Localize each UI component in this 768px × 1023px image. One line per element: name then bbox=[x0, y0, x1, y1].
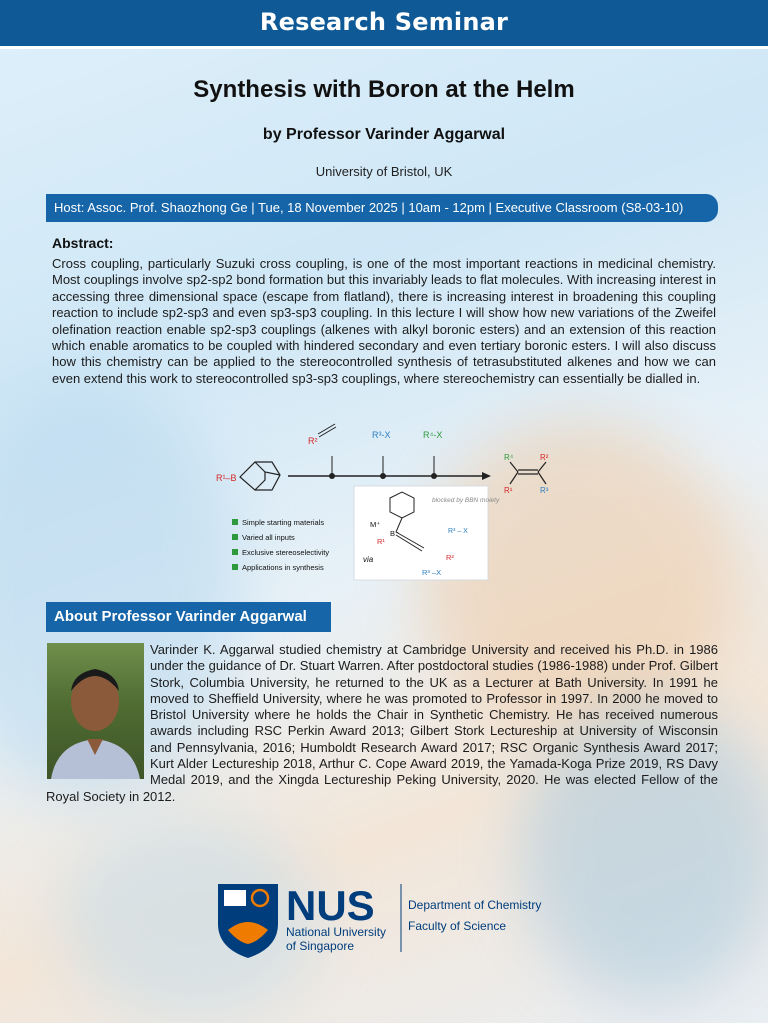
reaction-scheme bbox=[210, 420, 570, 585]
reagent-r3x: R³-X bbox=[372, 430, 391, 440]
about-heading: About Professor Varinder Aggarwal bbox=[46, 602, 331, 632]
reaction-arrowhead bbox=[482, 472, 491, 480]
product-r2: R² bbox=[540, 453, 549, 462]
inset-blocked-note: blocked by BBN moiety bbox=[432, 497, 500, 504]
via-label: via bbox=[363, 555, 374, 564]
nus-wordmark: NUS bbox=[286, 882, 375, 929]
bbn-structure bbox=[240, 462, 280, 490]
inset-r3x-top: R³ – X bbox=[448, 528, 468, 535]
product-r3: R³ bbox=[540, 486, 549, 495]
step-dot-3 bbox=[431, 473, 437, 479]
product-r1: R¹ bbox=[504, 486, 513, 495]
step-dot-1 bbox=[329, 473, 335, 479]
department-name: Department of Chemistry bbox=[408, 898, 542, 912]
reagent-r4x: R⁴-X bbox=[423, 430, 443, 440]
nus-name-line2: of Singapore bbox=[286, 939, 355, 953]
faculty-name: Faculty of Science bbox=[408, 919, 507, 933]
product-alkene bbox=[510, 462, 546, 484]
about-bio: Varinder K. Aggarwal studied chemistry at Cambridge University and received his Ph.D. in 1986 under the guidance of Dr. Stuart Warren. After postdoctoral studies (1986-1988) under Prof. Gilbert Stork, Columbia University, he returned to the UK as a Lecturer at Bath University. In 1991 he moved to Sheffield University, where he was promoted to Professor in 1997. In 2000 he moved to Bristol University where he holds the Chair in Synthetic Chemistry. He has received numerous awards including RSC Perkin Award 2013; Gilbert Stork Lectureship at University of Wisconsin and Pennsylvania, 2016; Humboldt Research Award 2017; RSC Organic Synthesis Award 2017; Kurt Alder Lectureship 2018, Arthur C. Cope Award 2019, the Yamada-Koga Prize 2019, RS Davy Medal 2019, and the Xingda Lectureship Peking University, 2020. He was elected Fellow of the Royal Society in 2012. bbox=[46, 642, 718, 804]
nus-logo bbox=[216, 880, 556, 960]
step-dot-2 bbox=[380, 473, 386, 479]
bullet-2: Varied all inputs bbox=[242, 533, 295, 542]
abstract-heading: Abstract: bbox=[52, 235, 114, 251]
inset-cation: M⁺ bbox=[370, 520, 381, 529]
seminar-title: Synthesis with Boron at the Helm bbox=[193, 76, 575, 103]
bullet-1: Simple starting materials bbox=[242, 518, 325, 527]
bullet-4: Applications in synthesis bbox=[242, 563, 324, 572]
page-banner: Research Seminar bbox=[0, 0, 768, 49]
inset-r2: R² bbox=[446, 553, 454, 562]
speaker-affiliation: University of Bristol, UK bbox=[315, 164, 453, 179]
abstract-text: Cross coupling, particularly Suzuki cross coupling, is one of the most important reactions in medicinal chemistry. Most couplings involve sp2-sp2 bond formation but this invariably leads to flat molecules. With increasing interest in accessing three dimensional space (escape from flatland), there is increasing interest in broadening this coupling reaction to include sp2-sp3 and even sp3-sp3 coupling. In this lecture I will show how new variations of the Zweifel olefination reaction enable sp2-sp3 couplings (alkenes with alkyl boronic esters) and an extension of this reaction which enable aromatics to be coupled with hindered secondary and even tertiary boronic esters. I will also discuss how this chemistry can be applied to the stereocontrolled synthesis of tetrasubstituted alkenes and how we can even extend this work to stereocontrolled sp3-sp3 couplings, where stereochemistry can essentially be dialled in. bbox=[52, 256, 716, 386]
about-bio-block bbox=[46, 642, 718, 805]
reagent-r1-boron: R¹–B bbox=[216, 473, 237, 483]
reagent-r2: R² bbox=[308, 436, 318, 446]
inset-r1: R¹ bbox=[377, 537, 385, 546]
nus-name-line1: National University bbox=[286, 925, 387, 939]
bullet-3: Exclusive stereoselectivity bbox=[242, 548, 330, 557]
speaker-line: by Professor Varinder Aggarwal bbox=[262, 126, 506, 143]
seminar-details-bar: Host: Assoc. Prof. Shaozhong Ge | Tue, 18 November 2025 | 10am - 12pm | Executive Classroom (S8-03-10) bbox=[46, 194, 718, 222]
inset-boron: B⁻ bbox=[390, 529, 399, 538]
product-r4: R⁴ bbox=[504, 453, 514, 462]
inset-r3x-bottom: R³ –X bbox=[422, 568, 442, 577]
